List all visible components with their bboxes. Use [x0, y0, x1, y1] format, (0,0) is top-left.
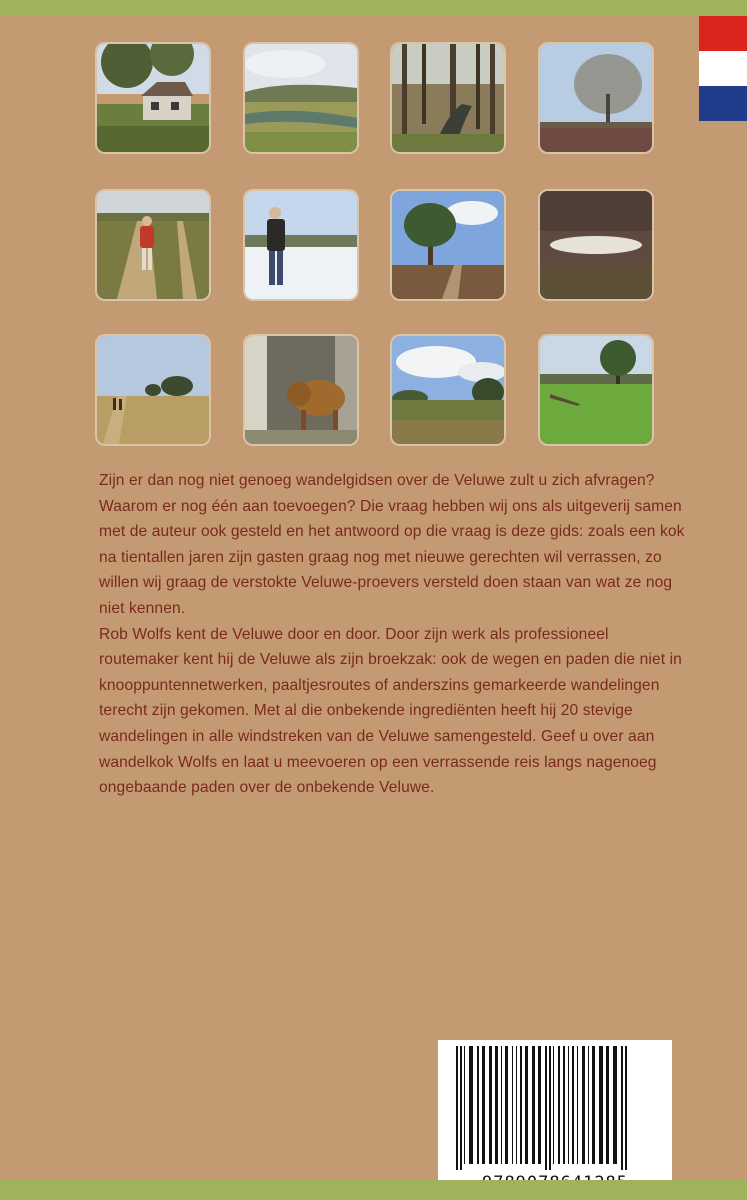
barcode-bar: [606, 1046, 609, 1164]
barcode-bar: [464, 1046, 465, 1164]
barcode-bar: [532, 1046, 535, 1164]
barcode-bar: [501, 1046, 502, 1164]
top-green-band: [0, 0, 747, 16]
barcode-bar: [592, 1046, 595, 1164]
barcode-bar: [582, 1046, 585, 1164]
barcode-bar: [520, 1046, 522, 1164]
barcode-bar: [525, 1046, 528, 1164]
barcode-bars: [452, 1046, 658, 1170]
photo-highland-cow: [245, 336, 357, 444]
barcode-bar: [599, 1046, 603, 1164]
photo-green-field: [540, 336, 652, 444]
barcode-bar: [545, 1046, 547, 1170]
flag-red-stripe: [699, 16, 747, 51]
barcode-bar: [563, 1046, 565, 1164]
barcode-bar: [621, 1046, 623, 1170]
barcode-bar: [456, 1046, 458, 1170]
barcode-bar: [553, 1046, 554, 1164]
barcode-bar: [568, 1046, 569, 1164]
photo-forest-stream: [392, 44, 504, 152]
barcode-bar: [577, 1046, 578, 1164]
blurb-paragraph-intro: Zijn er dan nog niet genoeg wandelgidsen over de Veluwe zult u zich afvragen? Waarom er nog één aan toevoegen? Die vraag hebben wij ons als uitgeverij samen met de auteur ook gesteld en het antwoord op die vraag is deze gids: zoals een kok na tientallen jaren zijn gasten graag nog met nieuwe gerechten wil verrassen, zo willen wij graag de verstokte Veluwe-proevers versteld doen staan van wat ze nog niet kennen.: [99, 472, 685, 617]
barcode-bar: [572, 1046, 574, 1164]
barcode-bar: [625, 1046, 627, 1170]
barcode-bar: [512, 1046, 513, 1164]
flag-blue-stripe: [699, 86, 747, 121]
blurb-paragraph-author: Rob Wolfs kent de Veluwe door en door. Door zijn werk als professioneel routemaker kent hij de Veluwe als zijn broekzak: ook de wegen en paden die niet in knooppuntennetwerken, paaltjesroutes of anderszins gemarkeerde wandelingen terecht zijn gekomen. Met al die onbekende ingrediënten heeft hij 20 stevige wandelingen in alle windstreken van de Veluwe samengesteld. Geef u over aan wandelkok Wolfs en laat u meevoeren op een verrassende reis langs nagenoeg ongebaande paden over de onbekende Veluwe.: [99, 625, 682, 797]
flag-white-stripe: [699, 51, 747, 86]
barcode-bar: [477, 1046, 479, 1164]
barcode-bar: [516, 1046, 517, 1164]
back-cover-blurb: [99, 468, 689, 801]
barcode-bar: [538, 1046, 541, 1164]
photo-pine-tree: [392, 191, 504, 299]
photo-farmhouse: [97, 44, 209, 152]
barcode-bar: [613, 1046, 617, 1164]
barcode-bar: [482, 1046, 485, 1164]
barcode-bar: [469, 1046, 473, 1164]
photo-clouds-heath: [392, 336, 504, 444]
photo-sheep-heath: [540, 191, 652, 299]
barcode-bar: [505, 1046, 508, 1164]
isbn-barcode: [438, 1040, 672, 1200]
netherlands-flag-icon: [699, 16, 747, 121]
barcode-bar: [495, 1046, 498, 1164]
barcode-bar: [549, 1046, 551, 1170]
photo-bare-tree: [540, 44, 652, 152]
barcode-bar: [588, 1046, 589, 1164]
photo-marsh: [245, 44, 357, 152]
barcode-bar: [489, 1046, 492, 1164]
photo-heath-walkers: [97, 336, 209, 444]
barcode-bar: [460, 1046, 462, 1170]
photo-walker-snow: [245, 191, 357, 299]
barcode-bar: [558, 1046, 560, 1164]
bottom-green-band: [0, 1180, 747, 1200]
photo-walker-path: [97, 191, 209, 299]
